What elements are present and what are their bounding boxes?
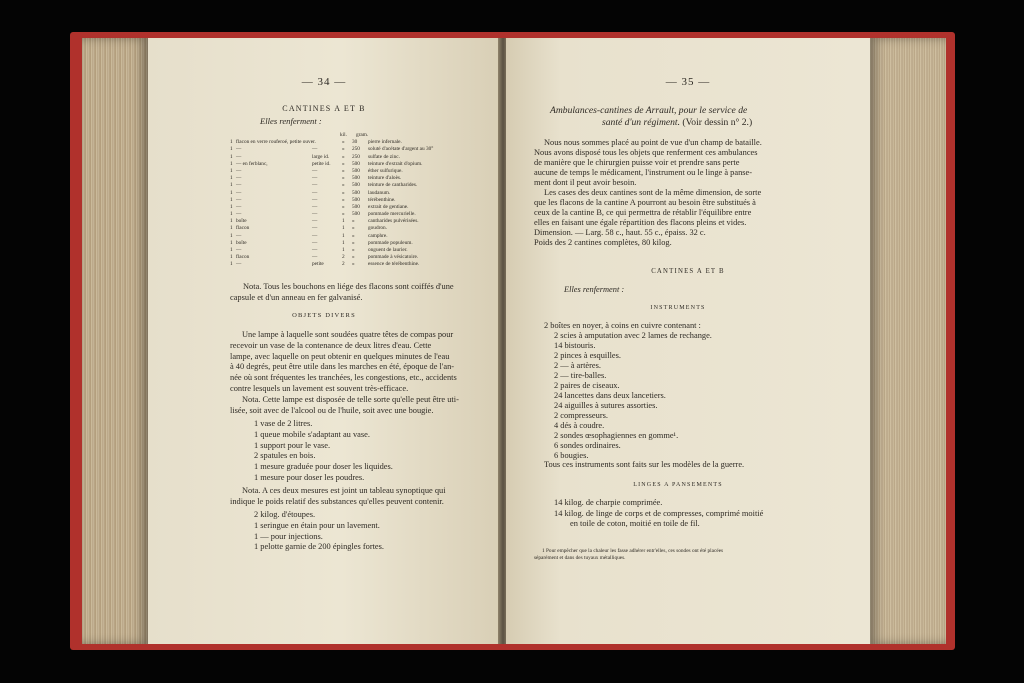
table-row [230,139,490,146]
instrument-item: 6 sondes ordinaires. [554,441,621,450]
table-cell-container: — [236,232,242,239]
table-cell-gram: 500 [352,160,360,167]
table-cell-item: teinture d'extrait d'opium. [368,160,423,167]
table-cell-qty: 1 [230,232,233,239]
paragraph-line: Une lampe à laquelle sont soudées quatre têtes de compas pour [242,330,454,339]
table-cell-item: pommade populeum. [368,239,413,246]
table-cell-qty: 1 [230,196,233,203]
table-cell-container: — [236,167,242,174]
list-item: 1 seringue en étain pour un lavement. [254,520,380,530]
table-row [230,247,490,254]
table-cell-qty: 1 [230,261,233,268]
table-cell-kil: » [342,167,345,174]
table-cell-gram: » [352,261,355,268]
list-item: 1 mesure pour doser les poudres. [254,473,365,482]
table-cell-size: — [312,239,318,246]
table-cell-gram: 500 [352,196,360,203]
linges-item: 14 kilog. de linge de corps et de compresses, comprimé moitié [554,508,764,518]
table-cell-qty: 1 [230,211,233,218]
table-cell-gram: 500 [352,211,360,218]
title-line-1: Ambulances-cantines de Arrault, pour le service de [550,105,748,116]
table-cell-qty: 1 [230,225,233,232]
table-cell-size: — [312,218,318,225]
table-cell-size: — [312,196,318,203]
table-cell-kil: » [342,203,345,210]
table-cell-qty: 1 [230,175,233,182]
table-cell-size: petite id. [312,160,331,167]
paragraph-line: ment dont il peut avoir besoin. [534,178,637,187]
paragraph-line: de manière que le chirurgien puisse voir et prendre sans perte [534,158,740,167]
paragraph-line: à 40 degrés, peut être utile dans les marches en été, époque de l'an- [230,362,455,372]
subtitle: Elles renferment : [564,285,625,294]
list-item: 1 pelotte garnie de 200 épingles fortes. [254,542,385,552]
table-cell-size: — [312,146,318,153]
table-cell-size: — [312,189,318,196]
left-page [148,38,500,644]
instruments-note: Tous ces instruments sont faits sur les modèles de la guerre. [544,460,745,469]
footnote-line: 1 Pour empêcher que la chaleur les fasse adhérer entr'elles, ces sondes ont été placées [542,548,724,554]
instrument-item: 2 pinces à esquilles. [554,351,621,360]
table-cell-size: — [312,203,318,210]
table-cell-container: — [236,175,242,182]
nota-3-line: Nota. A ces deux mesures est joint un tableau synoptique qui [242,486,446,495]
paragraph-line: que les flacons de la cantine A pourront au besoin être substitués à [534,198,756,207]
table-cell-container: — [236,146,242,153]
instruments-intro: 2 boîtes en noyer, à coins en cuivre contenant : [544,321,701,330]
list-item: 1 vase de 2 litres. [254,419,313,428]
table-cell-kil: 2 [342,254,345,261]
linges-item: en toile de coton, moitié en toile de fil. [570,519,700,528]
table-row [230,211,490,218]
table-row [230,261,490,268]
instrument-item: 2 — à artères. [554,361,601,370]
instrument-item: 14 bistouris. [554,341,596,350]
nota-1-line-2: capsule et d'un anneau en fer galvanisé. [230,293,363,302]
instrument-item: 24 aiguilles à sutures assorties. [554,401,658,410]
linges-item: 14 kilog. de charpie comprimée. [554,498,663,507]
table-cell-item: sulfate de zinc. [368,153,400,160]
paragraph-line: recevoir un vase de la contenance de deux litres d'eau. Cette [230,340,432,350]
instrument-item: 2 — tire-balles. [554,371,607,380]
table-cell-gram: » [352,225,355,232]
paragraph-line: Les cases des deux cantines sont de la même dimension, de sorte [544,188,762,197]
table-cell-qty: 1 [230,254,233,261]
nota-2-line: lisée, soit avec de l'alcool ou de l'huile, soit avec une bougie. [230,405,434,415]
table-cell-container: boîte [236,239,247,246]
table-row [230,233,490,240]
table-cell-kil: 1 [342,247,345,253]
poids-line: Poids des 2 cantines complètes, 80 kilog. [534,238,672,247]
table-cell-qty: 1 [230,218,233,225]
table-cell-kil: 1 [342,218,345,225]
section-title: CANTINES A ET B [282,104,366,113]
table-cell-item: laudanum. [368,189,391,196]
table-cell-qty: 1 [230,239,233,246]
instruments-heading: INSTRUMENTS [650,305,706,311]
table-row [230,146,490,153]
table-cell-item: cantharides pulvérisées. [368,218,419,225]
cantines-heading: CANTINES A ET B [651,268,725,275]
table-cell-container: — [236,211,242,218]
table-cell-item: goudron. [368,225,387,232]
table-cell-container: flacon [236,254,250,261]
list-item: 1 — pour injections. [254,531,323,541]
table-cell-gram: » [352,239,355,246]
table-cell-item: extrait de gentiane. [368,203,409,210]
table-cell-container: — [236,182,242,189]
table-cell-qty: 1 [230,247,233,253]
table-cell-kil: » [342,146,345,153]
paragraph-line: ceux de la cantine B, ce qui permettra de rétablir l'équilibre entre [534,208,752,217]
table-row [230,225,490,232]
table-cell-gram: 30 [352,139,358,146]
list-item: 1 support pour le vase. [254,440,331,450]
page-edges-left [82,38,148,644]
table-cell-size: — [312,211,318,218]
table-cell-size: petite [312,261,324,268]
table-cell-container: — [236,153,242,160]
table-row [230,182,490,189]
table-cell-kil: » [342,182,345,189]
nota-1-line-1: Nota. Tous les bouchons en liége des flacons sont coiffés d'une [243,282,454,291]
list-item: 1 queue mobile s'adaptant au vase. [254,429,370,439]
table-cell-item: onguent de laurier. [368,247,408,253]
table-cell-size: large id. [312,153,330,160]
table-cell-qty: 1 [230,160,233,167]
table-cell-qty: 1 [230,189,233,196]
table-cell-container: flacon en verre rouferoé, petite ouver. [236,139,316,146]
table-row [230,197,490,204]
table-cell-qty: 1 [230,146,233,153]
table-cell-item: essence de térébenthine. [368,261,420,268]
table-cell-kil: » [342,175,345,182]
subtitle: Elles renferment : [260,116,322,126]
table-cell-container: — [236,189,242,196]
table-row [230,175,490,182]
table-cell-gram: » [352,218,355,225]
nota-2-line: Nota. Cette lampe est disposée de telle sorte qu'elle peut être uti- [242,395,459,404]
linges-heading: LINGES A PANSEMENTS [633,482,723,488]
table-cell-qty: 1 [230,139,233,146]
paragraph-line: aucune de temps le médicament, l'instrument ou le linge à panse- [534,168,753,177]
table-cell-gram: 500 [352,167,360,174]
table-cell-gram: 500 [352,203,360,210]
table-cell-gram: 250 [352,153,360,160]
instrument-item: 2 compresseurs. [554,411,608,420]
instrument-item: 6 bougies. [554,451,589,460]
table-cell-item: teinture d'aloès. [368,175,402,182]
instrument-item: 2 scies à amputation avec 2 lames de rechange. [554,331,712,340]
table-cell-qty: 1 [230,203,233,210]
page-number: — 34 — [301,76,347,88]
instrument-item: 2 sondes œsophagiennes en gomme¹. [554,431,679,440]
table-row [230,204,490,211]
table-cell-item: pierre infernale. [368,139,402,146]
paragraph-line: née où sont fréquentes les tranchées, les congestions, etc., accidents [230,373,457,383]
table-cell-item: soluté d'acétate d'argent au 30° [368,146,434,153]
table-cell-container: flacon [236,225,250,232]
dimension-line: Dimension. — Larg. 58 c., haut. 55 c., épaiss. 32 c. [534,228,706,237]
table-cell-size: — [312,175,318,182]
paragraph-line: Nous nous sommes placé au point de vue d'un champ de bataille. [544,138,762,147]
table-cell-kil: » [342,160,345,167]
table-cell-size: — [312,167,318,174]
table-cell-kil: » [342,189,345,196]
table-cell-gram: » [352,254,355,261]
table-cell-item: teinture de cantharides. [368,182,418,189]
table-row [230,218,490,225]
table-row [230,190,490,197]
table-cell-size: — [312,182,318,189]
table-cell-container: boîte [236,218,247,225]
table-row [230,168,490,175]
paragraph-line: lampe, avec laquelle on peut obtenir en quelques minutes de l'eau [230,351,450,361]
table-cell-kil: » [342,139,345,146]
table-cell-kil: 1 [342,225,345,232]
table-cell-gram: 500 [352,182,360,189]
table-cell-gram: » [352,232,355,239]
table-cell-kil: » [342,196,345,203]
table-cell-gram: 250 [352,146,360,153]
table-cell-gram: 500 [352,175,360,182]
paragraph-line: elles en faisant une égale répartition des flacons pleins et vides. [534,218,747,227]
table-cell-container: — en ferblanc, [236,160,268,167]
table-cell-qty: 1 [230,153,233,160]
table-row [230,254,490,261]
table-cell-qty: 1 [230,182,233,189]
table-cell-item: camphre. [368,232,388,239]
table-row [230,161,490,168]
table-cell-qty: 1 [230,167,233,174]
list-item: 2 kilog. d'étoupes. [254,510,316,519]
footnote-line: séparément et dans des tuyaux métalliques. [534,555,626,561]
table-cell-size: — [312,225,318,232]
list-item: 1 mesure graduée pour doser les liquides. [254,462,393,472]
table-cell-size: — [312,254,318,261]
table-cell-gram: » [352,247,355,253]
table-cell-item: térébenthine. [368,196,396,203]
paragraph-line: contre lesquels un lavement est souvent très-efficace. [230,384,409,393]
instrument-item: 2 paires de ciseaux. [554,381,620,390]
table-cell-kil: 1 [342,239,345,246]
table-cell-size: — [312,232,318,239]
table-cell-kil: 2 [342,261,345,268]
table-row [230,240,490,247]
paragraph-line: Nous avons disposé tous les objets que renferment ces ambulances [534,148,758,157]
right-page [506,38,870,644]
table-header: kil. gram. [340,132,369,138]
table-cell-gram: 500 [352,189,360,196]
table-cell-container: — [236,196,242,203]
instrument-item: 4 dés à coudre. [554,421,605,430]
title-line-2: santé d'un régiment. (Voir dessin n° 2.) [602,117,753,128]
instrument-item: 24 lancettes dans deux lancetiers. [554,391,666,400]
page-number: — 35 — [665,76,711,88]
inventory-table [230,132,490,269]
table-cell-size: — [312,247,318,253]
table-cell-container: — [236,261,242,268]
table-row [230,154,490,161]
list-item: 2 spatules en bois. [254,451,316,461]
table-cell-container: — [236,203,242,210]
nota-3-line: indique le poids relatif des substances qu'elles peuvent contenir. [230,496,444,506]
table-cell-item: pommade mercurielle. [368,211,416,218]
table-cell-item: éther sulfurique. [368,167,403,174]
table-cell-kil: » [342,211,345,218]
table-cell-item: pommade à vésicatoire. [368,254,419,261]
objets-divers-heading: OBJETS DIVERS [292,312,356,319]
page-edges-right [870,38,946,644]
table-cell-container: — [236,247,242,253]
table-cell-kil: 1 [342,232,345,239]
table-cell-kil: » [342,153,345,160]
